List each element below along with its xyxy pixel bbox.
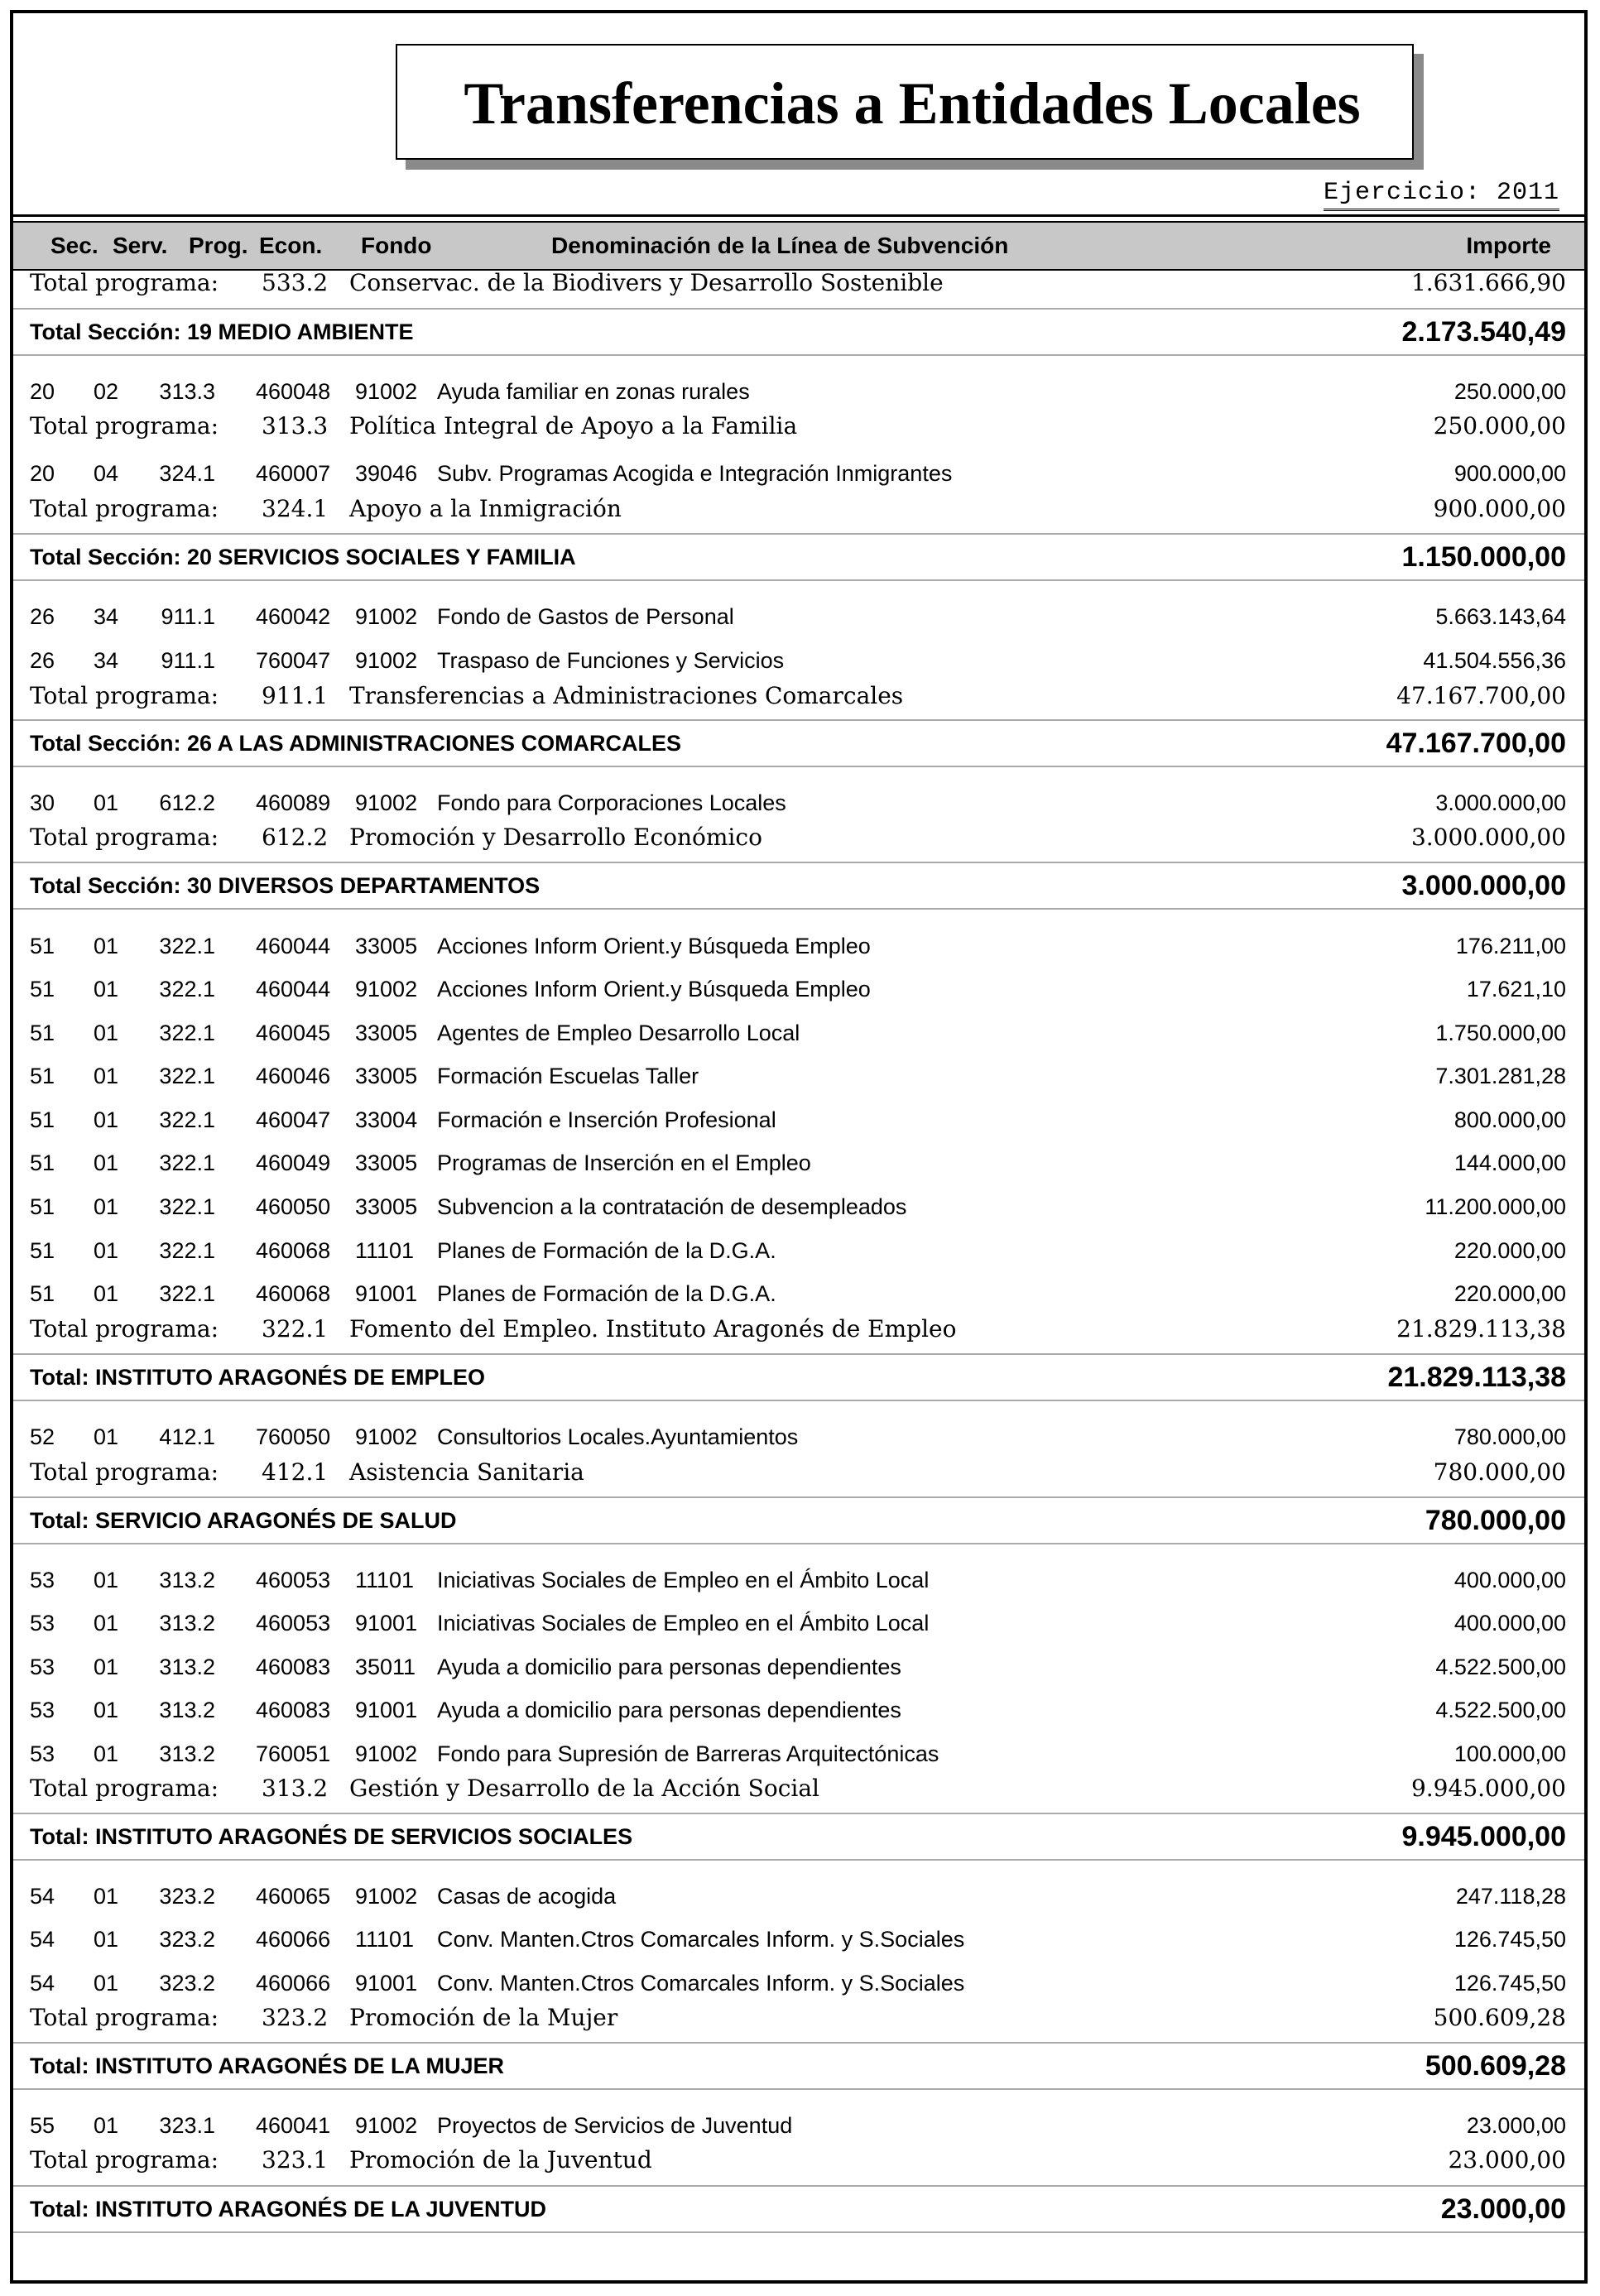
section-amount: 500.609,28 [1425, 2050, 1566, 2082]
cell-description: Acciones Inform Orient.y Búsqueda Empleo [437, 977, 871, 1001]
section-total-label: Total: SERVICIO ARAGONÉS DE SALUD [30, 1508, 457, 1533]
cell-econ: 760047 [256, 648, 331, 673]
cell-sec: 51 [30, 1150, 55, 1175]
cell-amount: 5.663.143,64 [1435, 604, 1566, 629]
cell-serv: 02 [94, 379, 119, 404]
section-amount: 1.150.000,00 [1401, 541, 1566, 573]
cell-serv: 01 [94, 1107, 119, 1132]
detail-row [13, 1055, 1584, 1097]
detail-row [13, 1559, 1584, 1601]
cell-prog: 322.1 [159, 1194, 215, 1219]
cell-fondo: 39046 [355, 461, 418, 486]
cell-fondo: 33005 [355, 934, 418, 958]
col-denominacion: Denominación de la Línea de Subvención [551, 233, 1009, 258]
cell-econ: 460053 [256, 1611, 331, 1636]
program-total-label: Total programa: [30, 1315, 219, 1343]
cell-sec: 51 [30, 1021, 55, 1045]
cell-amount: 11.200.000,00 [1425, 1194, 1566, 1219]
col-prog: Prog. [189, 233, 248, 258]
section-total-label: Total Sección: 26 A LAS ADMINISTRACIONES COMARCALES [30, 731, 682, 756]
cell-econ: 460089 [256, 790, 331, 815]
cell-sec: 53 [30, 1698, 55, 1722]
col-sec: Sec. [50, 233, 98, 258]
cell-serv: 01 [94, 934, 119, 958]
cell-description: Ayuda familiar en zonas rurales [437, 379, 750, 404]
cell-description: Ayuda a domicilio para personas dependientes [437, 1655, 901, 1679]
detail-row [13, 1733, 1584, 1775]
cell-description: Fondo de Gastos de Personal [437, 604, 734, 629]
cell-sec: 52 [30, 1424, 55, 1449]
section-total-row [13, 533, 1584, 581]
cell-amount: 7.301.281,28 [1435, 1064, 1566, 1088]
program-total-row [13, 2143, 1584, 2178]
cell-econ: 460053 [256, 1568, 331, 1592]
program-description: Promoción de la Juventud [349, 2146, 652, 2174]
cell-prog: 323.2 [159, 1884, 215, 1909]
cell-fondo: 91001 [355, 1971, 418, 1996]
cell-prog: 313.2 [159, 1568, 215, 1592]
section-total-label: Total: INSTITUTO ARAGONÉS DE LA MUJER [30, 2053, 505, 2078]
detail-row [13, 1142, 1584, 1184]
cell-econ: 460049 [256, 1150, 331, 1175]
cell-serv: 01 [94, 1927, 119, 1952]
cell-serv: 01 [94, 1611, 119, 1636]
cell-serv: 01 [94, 1884, 119, 1909]
program-description: Política Integral de Apoyo a la Familia [349, 412, 798, 440]
cell-description: Subvencion a la contratación de desempleados [437, 1194, 907, 1219]
cell-amount: 250.000,00 [1453, 379, 1566, 404]
program-total-row [13, 1312, 1584, 1347]
section-total-row [13, 1813, 1584, 1861]
cell-amount: 900.000,00 [1453, 461, 1566, 486]
cell-description: Casas de acogida [437, 1884, 617, 1909]
cell-amount: 23.000,00 [1466, 2113, 1566, 2138]
cell-prog: 612.2 [159, 790, 215, 815]
cell-fondo: 91002 [355, 977, 418, 1001]
program-total-row [13, 679, 1584, 713]
cell-sec: 20 [30, 461, 55, 486]
section-total-label: Total Sección: 19 MEDIO AMBIENTE [30, 319, 414, 344]
cell-description: Fondo para Corporaciones Locales [437, 790, 786, 815]
program-amount: 9.945.000,00 [1410, 1775, 1566, 1802]
cell-fondo: 91002 [355, 1741, 418, 1766]
cell-serv: 34 [94, 604, 119, 629]
cell-amount: 780.000,00 [1453, 1424, 1566, 1449]
cell-sec: 51 [30, 977, 55, 1001]
cell-serv: 01 [94, 1064, 119, 1088]
program-amount: 47.167.700,00 [1396, 682, 1566, 709]
program-code: 313.3 [262, 412, 329, 440]
program-total-label: Total programa: [30, 269, 219, 296]
cell-prog: 313.2 [159, 1611, 215, 1636]
cell-description: Consultorios Locales.Ayuntamientos [437, 1424, 799, 1449]
cell-econ: 460042 [256, 604, 331, 629]
program-total-row [13, 1771, 1584, 1806]
cell-fondo: 11101 [355, 1568, 415, 1592]
program-description: Apoyo a la Inmigración [349, 495, 622, 522]
program-code: 323.2 [262, 2004, 329, 2031]
cell-econ: 460050 [256, 1194, 331, 1219]
section-total-row [13, 2185, 1584, 2233]
detail-row [13, 1646, 1584, 1688]
program-total-row [13, 409, 1584, 444]
section-total-label: Total: INSTITUTO ARAGONÉS DE EMPLEO [30, 1365, 486, 1390]
cell-serv: 01 [94, 1238, 119, 1263]
cell-serv: 01 [94, 1741, 119, 1766]
cell-fondo: 91002 [355, 648, 418, 673]
document-page [10, 10, 1588, 2284]
cell-econ: 460046 [256, 1064, 331, 1088]
cell-amount: 4.522.500,00 [1435, 1655, 1566, 1679]
col-serv: Serv. [113, 233, 168, 258]
cell-sec: 53 [30, 1568, 55, 1592]
cell-econ: 760050 [256, 1424, 331, 1449]
cell-description: Conv. Manten.Ctros Comarcales Inform. y S.Sociales [437, 1971, 965, 1996]
program-code: 322.1 [262, 1315, 329, 1343]
cell-sec: 51 [30, 1194, 55, 1219]
cell-prog: 323.1 [159, 2113, 215, 2138]
cell-prog: 911.1 [161, 648, 215, 673]
detail-row [13, 1602, 1584, 1644]
program-code: 324.1 [262, 495, 329, 522]
program-code: 412.1 [262, 1458, 329, 1486]
cell-amount: 126.745,50 [1453, 1971, 1566, 1996]
section-amount: 9.945.000,00 [1401, 1821, 1566, 1852]
cell-sec: 53 [30, 1655, 55, 1679]
section-total-row [13, 719, 1584, 767]
program-total-row [13, 820, 1584, 855]
cell-prog: 313.2 [159, 1741, 215, 1766]
cell-serv: 01 [94, 1150, 119, 1175]
cell-prog: 313.3 [159, 379, 215, 404]
cell-description: Formación Escuelas Taller [437, 1064, 699, 1088]
cell-serv: 04 [94, 461, 119, 486]
cell-prog: 322.1 [159, 1238, 215, 1263]
cell-fondo: 91001 [355, 1698, 418, 1722]
cell-prog: 911.1 [161, 604, 215, 629]
section-amount: 21.829.113,38 [1387, 1362, 1566, 1393]
cell-amount: 100.000,00 [1453, 1741, 1566, 1766]
section-total-label: Total: INSTITUTO ARAGONÉS DE LA JUVENTUD [30, 2197, 547, 2222]
program-description: Promoción y Desarrollo Económico [349, 824, 762, 851]
detail-row [13, 1876, 1584, 1917]
program-amount: 23.000,00 [1448, 2146, 1566, 2174]
cell-sec: 51 [30, 934, 55, 958]
cell-description: Ayuda a domicilio para personas dependientes [437, 1698, 901, 1722]
cell-econ: 460068 [256, 1238, 331, 1263]
cell-prog: 322.1 [159, 1150, 215, 1175]
cell-fondo: 91002 [355, 790, 418, 815]
detail-row [13, 1186, 1584, 1227]
cell-econ: 460066 [256, 1971, 331, 1996]
detail-row [13, 1273, 1584, 1314]
cell-fondo: 91002 [355, 1884, 418, 1909]
detail-row [13, 640, 1584, 681]
cell-description: Fondo para Supresión de Barreras Arquitectónicas [437, 1741, 939, 1766]
cell-sec: 20 [30, 379, 55, 404]
cell-econ: 460044 [256, 977, 331, 1001]
program-total-row [13, 2001, 1584, 2035]
program-total-label: Total programa: [30, 412, 219, 440]
header-divider [13, 214, 1584, 217]
section-amount: 780.000,00 [1425, 1505, 1566, 1536]
program-description: Promoción de la Mujer [349, 2004, 618, 2031]
program-description: Fomento del Empleo. Instituto Aragonés de Empleo [349, 1315, 957, 1343]
section-amount: 3.000.000,00 [1401, 870, 1566, 901]
detail-row [13, 371, 1584, 412]
cell-description: Proyectos de Servicios de Juventud [437, 2113, 793, 2138]
cell-prog: 313.2 [159, 1655, 215, 1679]
cell-description: Programas de Inserción en el Empleo [437, 1150, 811, 1175]
cell-serv: 01 [94, 1281, 119, 1306]
cell-amount: 126.745,50 [1453, 1927, 1566, 1952]
section-total-row [13, 1353, 1584, 1401]
fiscal-year-label: Ejercicio: 2011 [1324, 179, 1559, 211]
cell-fondo: 91001 [355, 1281, 418, 1306]
program-total-row [13, 1455, 1584, 1490]
cell-fondo: 33005 [355, 1064, 418, 1088]
cell-sec: 53 [30, 1611, 55, 1636]
program-total-label: Total programa: [30, 2004, 219, 2031]
program-description: Gestión y Desarrollo de la Acción Social [349, 1775, 819, 1802]
cell-amount: 247.118,28 [1455, 1884, 1566, 1909]
cell-description: Conv. Manten.Ctros Comarcales Inform. y S.Sociales [437, 1927, 965, 1952]
cell-serv: 01 [94, 1655, 119, 1679]
program-code: 533.2 [262, 269, 329, 296]
cell-prog: 324.1 [159, 461, 215, 486]
section-amount: 23.000,00 [1440, 2193, 1566, 2225]
cell-prog: 313.2 [159, 1698, 215, 1722]
cell-prog: 322.1 [159, 1064, 215, 1088]
cell-prog: 323.2 [159, 1971, 215, 1996]
cell-amount: 176.211,00 [1455, 934, 1566, 958]
section-total-label: Total Sección: 30 DIVERSOS DEPARTAMENTOS [30, 873, 541, 898]
cell-description: Formación e Inserción Profesional [437, 1107, 776, 1132]
program-description: Asistencia Sanitaria [349, 1458, 584, 1486]
detail-row [13, 1099, 1584, 1141]
program-total-label: Total programa: [30, 495, 219, 522]
cell-fondo: 11101 [355, 1238, 415, 1263]
cell-serv: 34 [94, 648, 119, 673]
cell-fondo: 33004 [355, 1107, 418, 1132]
cell-econ: 460048 [256, 379, 331, 404]
cell-sec: 54 [30, 1884, 55, 1909]
detail-row [13, 1012, 1584, 1054]
section-total-row [13, 1496, 1584, 1544]
program-amount: 500.609,28 [1433, 2004, 1566, 2031]
cell-fondo: 91002 [355, 604, 418, 629]
cell-sec: 30 [30, 790, 55, 815]
cell-econ: 460045 [256, 1021, 331, 1045]
cell-fondo: 91002 [355, 1424, 418, 1449]
cell-sec: 54 [30, 1927, 55, 1952]
cell-econ: 460065 [256, 1884, 331, 1909]
cell-sec: 26 [30, 604, 55, 629]
cell-econ: 460066 [256, 1927, 331, 1952]
program-amount: 250.000,00 [1433, 412, 1566, 440]
cell-amount: 220.000,00 [1453, 1281, 1566, 1306]
cell-description: Iniciativas Sociales de Empleo en el Ámbito Local [437, 1611, 930, 1636]
detail-row [13, 1416, 1584, 1458]
detail-row [13, 453, 1584, 494]
col-importe: Importe [1466, 233, 1551, 258]
cell-description: Acciones Inform Orient.y Búsqueda Empleo [437, 934, 871, 958]
cell-amount: 144.000,00 [1453, 1150, 1566, 1175]
detail-row [13, 1919, 1584, 1960]
cell-serv: 01 [94, 1568, 119, 1592]
program-total-label: Total programa: [30, 824, 219, 851]
col-econ: Econ. [259, 233, 323, 258]
cell-fondo: 91002 [355, 2113, 418, 2138]
cell-amount: 41.504.556,36 [1423, 648, 1566, 673]
cell-sec: 51 [30, 1064, 55, 1088]
cell-serv: 01 [94, 790, 119, 815]
cell-sec: 54 [30, 1971, 55, 1996]
cell-description: Agentes de Empleo Desarrollo Local [437, 1021, 800, 1045]
cell-econ: 460083 [256, 1698, 331, 1722]
cell-econ: 460083 [256, 1655, 331, 1679]
detail-row [13, 782, 1584, 824]
cell-prog: 323.2 [159, 1927, 215, 1952]
program-amount: 3.000.000,00 [1410, 824, 1566, 851]
detail-row [13, 1962, 1584, 2004]
page-title: Transferencias a Entidades Locales [464, 70, 1361, 137]
program-amount: 21.829.113,38 [1396, 1315, 1566, 1343]
program-amount: 900.000,00 [1433, 495, 1566, 522]
cell-sec: 26 [30, 648, 55, 673]
section-total-row [13, 862, 1584, 910]
cell-fondo: 33005 [355, 1150, 418, 1175]
cell-econ: 460047 [256, 1107, 331, 1132]
section-total-label: Total Sección: 20 SERVICIOS SOCIALES Y FAMILIA [30, 545, 576, 569]
cell-serv: 01 [94, 1698, 119, 1722]
col-fondo: Fondo [361, 233, 432, 258]
cell-sec: 53 [30, 1741, 55, 1766]
cell-prog: 322.1 [159, 934, 215, 958]
section-amount: 2.173.540,49 [1401, 316, 1566, 348]
cell-description: Iniciativas Sociales de Empleo en el Ámbito Local [437, 1568, 930, 1592]
cell-econ: 460044 [256, 934, 331, 958]
cell-econ: 760051 [256, 1741, 331, 1766]
cell-fondo: 91002 [355, 379, 418, 404]
cell-sec: 51 [30, 1238, 55, 1263]
program-code: 612.2 [262, 824, 329, 851]
program-total-row [13, 266, 1584, 300]
program-code: 313.2 [262, 1775, 329, 1802]
cell-amount: 4.522.500,00 [1435, 1698, 1566, 1722]
program-total-label: Total programa: [30, 682, 219, 709]
cell-description: Planes de Formación de la D.G.A. [437, 1238, 776, 1263]
section-total-row [13, 308, 1584, 356]
cell-description: Traspaso de Funciones y Servicios [437, 648, 785, 673]
program-amount: 1.631.666,90 [1410, 269, 1566, 296]
cell-econ: 460068 [256, 1281, 331, 1306]
cell-prog: 322.1 [159, 1021, 215, 1045]
cell-econ: 460041 [256, 2113, 331, 2138]
title-box [396, 44, 1414, 160]
cell-description: Planes de Formación de la D.G.A. [437, 1281, 776, 1306]
program-description: Transferencias a Administraciones Comarcales [349, 682, 904, 709]
cell-prog: 412.1 [159, 1424, 215, 1449]
cell-fondo: 33005 [355, 1021, 418, 1045]
program-total-label: Total programa: [30, 1458, 219, 1486]
cell-serv: 01 [94, 1424, 119, 1449]
cell-amount: 400.000,00 [1453, 1568, 1566, 1592]
cell-serv: 01 [94, 1194, 119, 1219]
cell-amount: 1.750.000,00 [1435, 1021, 1566, 1045]
cell-description: Subv. Programas Acogida e Integración Inmigrantes [437, 461, 953, 486]
detail-row [13, 968, 1584, 1010]
cell-fondo: 91001 [355, 1611, 418, 1636]
section-total-row [13, 2042, 1584, 2090]
program-total-label: Total programa: [30, 2146, 219, 2174]
program-total-row [13, 492, 1584, 526]
detail-row [13, 1689, 1584, 1731]
cell-amount: 220.000,00 [1453, 1238, 1566, 1263]
cell-econ: 460007 [256, 461, 331, 486]
column-header-bar [13, 221, 1584, 271]
cell-serv: 01 [94, 1971, 119, 1996]
cell-serv: 01 [94, 2113, 119, 2138]
cell-amount: 400.000,00 [1453, 1611, 1566, 1636]
cell-amount: 800.000,00 [1453, 1107, 1566, 1132]
program-description: Conservac. de la Biodivers y Desarrollo Sostenible [349, 269, 944, 296]
detail-row [13, 1230, 1584, 1271]
cell-amount: 3.000.000,00 [1435, 790, 1566, 815]
cell-sec: 55 [30, 2113, 55, 2138]
detail-row [13, 2105, 1584, 2146]
cell-sec: 51 [30, 1281, 55, 1306]
cell-prog: 322.1 [159, 1281, 215, 1306]
section-total-label: Total: INSTITUTO ARAGONÉS DE SERVICIOS SOCIALES [30, 1824, 633, 1849]
program-code: 323.1 [262, 2146, 329, 2174]
cell-fondo: 33005 [355, 1194, 418, 1219]
section-amount: 47.167.700,00 [1386, 728, 1566, 759]
cell-fondo: 35011 [355, 1655, 416, 1679]
cell-serv: 01 [94, 977, 119, 1001]
cell-sec: 51 [30, 1107, 55, 1132]
cell-prog: 322.1 [159, 1107, 215, 1132]
cell-prog: 322.1 [159, 977, 215, 1001]
program-amount: 780.000,00 [1433, 1458, 1566, 1486]
program-code: 911.1 [262, 682, 329, 709]
detail-row [13, 925, 1584, 967]
program-total-label: Total programa: [30, 1775, 219, 1802]
cell-serv: 01 [94, 1021, 119, 1045]
cell-fondo: 11101 [355, 1927, 415, 1952]
detail-row [13, 596, 1584, 637]
cell-amount: 17.621,10 [1466, 977, 1566, 1001]
